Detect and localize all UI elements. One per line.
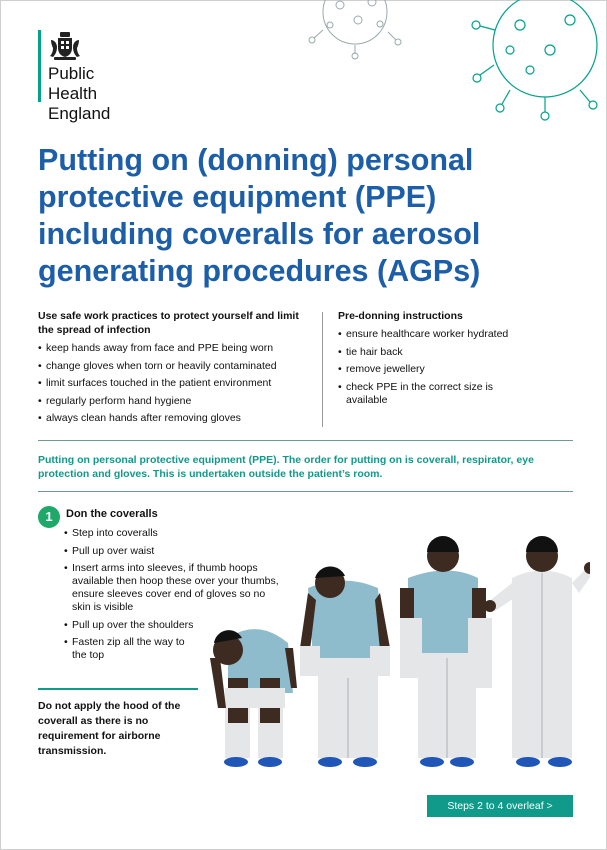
overleaf-link-button[interactable]: Steps 2 to 4 overleaf > (427, 795, 573, 817)
list-item: • Pull up over the shoulders (64, 619, 279, 632)
list-item: • keep hands away from face and PPE being worn (38, 342, 308, 355)
pre-donning-heading: Pre-donning instructions (338, 310, 463, 322)
step-number-badge: 1 (38, 506, 60, 528)
figure-zipped (484, 536, 590, 767)
virus-illustration-icon (450, 0, 607, 140)
donning-order-note: Putting on personal protective equipment (PPE). The order for putting on is coverall, respirator, eye protection and gloves. This is undertaken outside the patient’s room. (38, 454, 534, 480)
safe-practices-section (38, 309, 308, 430)
column-divider (322, 312, 323, 427)
virus-illustration-icon (300, 0, 420, 60)
logo-rule (38, 30, 41, 102)
pre-donning-section (328, 309, 578, 411)
section-divider (38, 440, 573, 441)
page-title: Putting on (donning) personal protective equipment (PPE) including coveralls for aerosol generating procedures (AGPs) (38, 143, 481, 288)
list-item: • Insert arms into sleeves, if thumb hoops available then hoop these over your thumbs, ensure sleeves cover end of gloves so no skin is visible (64, 562, 279, 614)
figure-sleeves (400, 536, 492, 767)
list-item: • always clean hands after removing gloves (38, 412, 308, 425)
hood-warning: Do not apply the hood of the coverall as there is no requirement for airborne transmission. (38, 700, 181, 757)
list-item: • change gloves when torn or heavily contaminated (38, 360, 308, 373)
pre-donning-list (338, 328, 578, 407)
safe-practices-list (38, 342, 308, 425)
warning-rule (38, 688, 198, 690)
figure-pulling-up (300, 566, 390, 767)
list-item: • Step into coveralls (64, 527, 279, 540)
list-item: • limit surfaces touched in the patient environment (38, 377, 308, 390)
safe-practices-heading: Use safe work practices to protect yourself and limit the spread of infection (38, 310, 299, 336)
step-title: Don the coveralls (66, 508, 158, 520)
list-item: • tie hair back (338, 346, 578, 359)
donning-coverall-illustration (200, 528, 590, 778)
list-item: • Fasten zip all the way to the top (64, 636, 192, 662)
figure-stepping-in (210, 629, 297, 767)
royal-crest-icon (48, 30, 82, 62)
list-item: • ensure healthcare worker hydrated (338, 328, 578, 341)
list-item: • remove jewellery (338, 363, 578, 376)
list-item: • Pull up over waist (64, 545, 279, 558)
section-divider (38, 491, 573, 492)
list-item: • regularly perform hand hygiene (38, 395, 308, 408)
list-item: • check PPE in the correct size is available (338, 381, 506, 407)
organisation-name: Public Health England (48, 64, 111, 123)
